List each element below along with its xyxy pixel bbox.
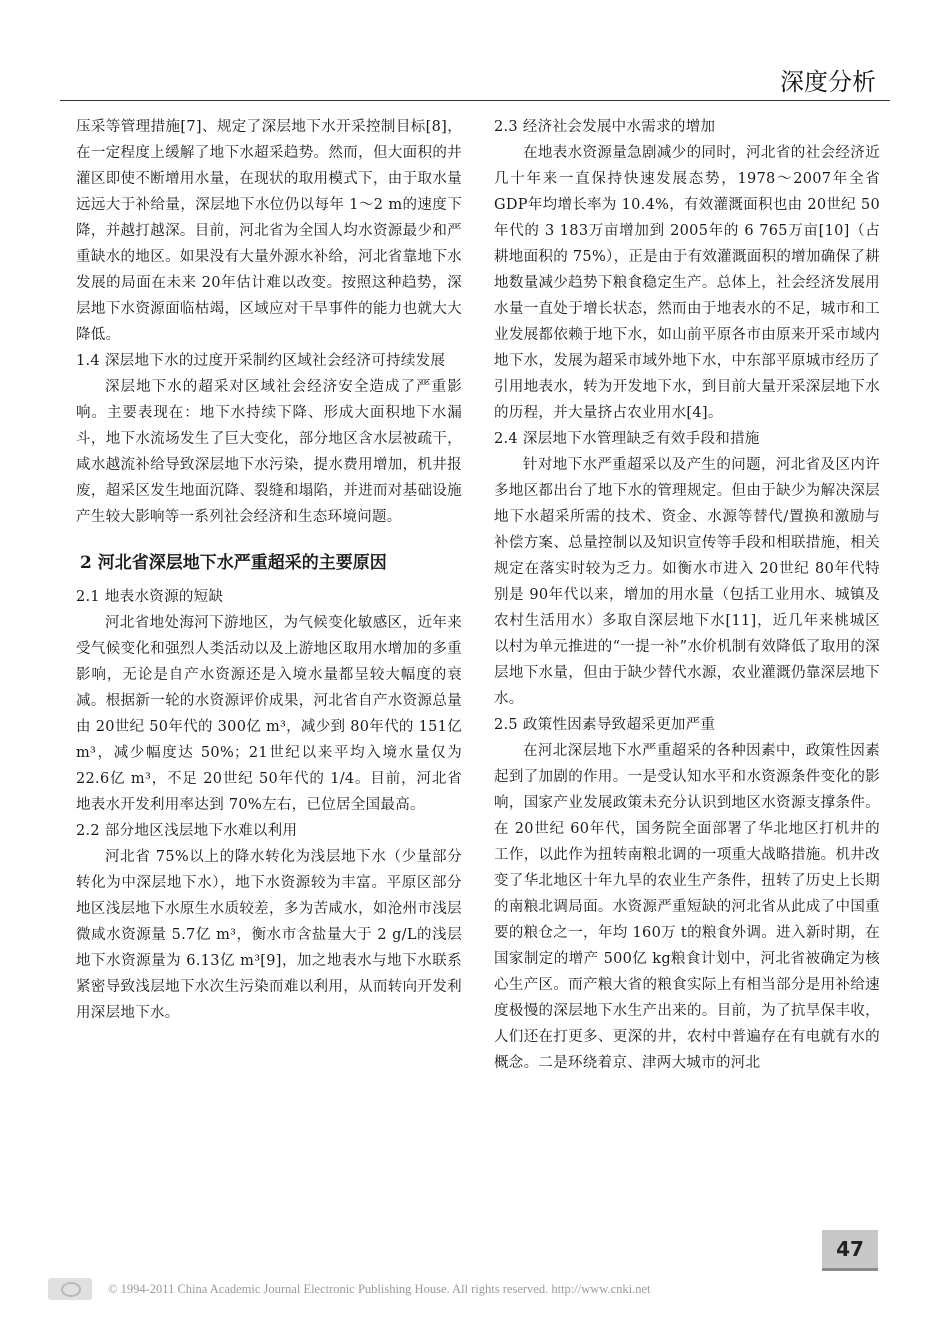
copyright-notice[interactable]: © 1994-2011 China Academic Journal Electronic Publishing House. All rights reserved. http://www.cnki.net — [108, 1282, 651, 1296]
subsection-heading: 2.5 政策性因素导致超采更加严重 — [494, 717, 716, 733]
paragraph: 压采等管理措施[7]、规定了深层地下水开采控制目标[8]，在一定程度上缓解了地下水超采趋势。然而，但大面积的井灌区即使不断增用水量，在现状的取用模式下，由于取水量远远大于补给量，深层地下水位仍以每年 1～2 m的速度下降，并越打越深。目前，河北省为全国人均水资源最少和严重缺水的地区。如果没有大量外源水补给，河北省靠地下水发展的局面在未来 20年估计难以改变。按照这种趋势，深层地下水资源面临枯竭，区域应对干旱事件的能力也就大大降低。 — [76, 119, 462, 343]
paragraph: 河北省地处海河下游地区，为气候变化敏感区，近年来受气候变化和强烈人类活动以及上游地区取用水增加的多重影响，无论是自产水资源还是入境水量都呈较大幅度的衰减。根据新一轮的水资源评价成果，河北省自产水资源总量由 20世纪 50年代的 300亿 m³，减少到 80年代的 151亿 m³，减少幅度达 50%；21世纪以来平均入境水量仅为 22.6亿 m³，不足 20世纪 50年代的 1/4。目前，河北省地表水开发利用率达到 70%左右，已位居全国最高。 — [76, 615, 462, 813]
page-number: 47 — [822, 1230, 878, 1271]
cnki-logo-icon — [48, 1278, 92, 1300]
subsection-heading: 2.3 经济社会发展中水需求的增加 — [494, 119, 716, 135]
paragraph: 在河北深层地下水严重超采的各种因素中，政策性因素起到了加剧的作用。一是受认知水平和水资源条件变化的影响，国家产业发展政策未充分认识到地区水资源支撑条件。在 20世纪 60年代，国务院全面部署了华北地区打机井的工作，以此作为扭转南粮北调的一项重大战略措施。机井改变了华北地区十年九旱的农业生产条件，扭转了历史上长期的南粮北调局面。水资源严重短缺的河北省从此成了中国重要的粮仓之一，年均 160万 t的粮食外调。进入新时期，在国家制定的增产 500亿 kg粮食计划中，河北省被确定为核心生产区。而产粮大省的粮食实际上有相当部分是用补给速度极慢的深层地下水生产出来的。目前，为了抗旱保丰收，人们还在打更多、更深的井，农村中普遍存在有电就有水的概念。二是环绕着京、津两大城市的河北 — [494, 743, 880, 1071]
subsection-heading: 1.4 深层地下水的过度开采制约区域社会经济可持续发展 — [76, 353, 446, 369]
footer — [0, 1276, 950, 1304]
header-rule — [60, 100, 890, 101]
section-heading: 2 河北省深层地下水严重超采的主要原因 — [80, 553, 387, 573]
left-column — [76, 114, 462, 1026]
paragraph: 河北省 75%以上的降水转化为浅层地下水（少量部分转化为中深层地下水），地下水资源较为丰富。平原区部分地区浅层地下水原生水质较差，多为苦咸水，如沧州市浅层微咸水资源量 5.7亿 m³，衡水市含盐量大于 2 g/L的浅层地下水资源量为 6.13亿 m³[9]，加之地表水与地下水联系紧密导致浅层地下水次生污染而难以利用，从而转向开发利用深层地下水。 — [76, 849, 462, 1021]
subsection-heading: 2.4 深层地下水管理缺乏有效手段和措施 — [494, 431, 760, 447]
section-title: 深度分析 — [780, 68, 876, 96]
paragraph: 深层地下水的超采对区域社会经济安全造成了严重影响。主要表现在：地下水持续下降、形成大面积地下水漏斗，地下水流场发生了巨大变化，部分地区含水层被疏干，咸水越流补给导致深层地下水污染，提水费用增加，机井报废，超采区发生地面沉降、裂缝和塌陷，并进而对基础设施产生较大影响等一系列社会经济和生态环境问题。 — [76, 379, 462, 525]
paragraph: 在地表水资源量急剧减少的同时，河北省的社会经济近几十年来一直保持快速发展态势，1978～2007年全省 GDP年均增长率为 10.4%，有效灌溉面积也由 20世纪 50年代的 3 183万亩增加到 2005年的 6 765万亩[10]（占耕地面积的 75%），正是由于有效灌溉面积的增加确保了耕地数量减少趋势下粮食稳定生产。总体上，社会经济发展用水量一直处于增长状态，然而由于地表水的不足，城市和工业发展都依赖于地下水，如山前平原各市由原来开采市域内地下水，发展为超采市域外地下水，中东部平原城市经历了引用地表水，转为开发地下水，到目前大量开采深层地下水的历程，并大量挤占农业用水[4]。 — [494, 145, 880, 421]
paragraph: 针对地下水严重超采以及产生的问题，河北省及区内许多地区都出台了地下水的管理规定。但由于缺少为解决深层地下水超采所需的技术、资金、水源等替代/置换和激励与补偿方案、总量控制以及知识宣传等手段和相联措施，相关规定在落实时较为乏力。如衡水市进入 20世纪 80年代特别是 90年代以来，增加的用水量（包括工业用水、城镇及农村生活用水）多取自深层地下水[11]，近几年来桃城区以村为单元推进的“一提一补”水价机制有效降低了取用的深层地下水量，但由于缺少替代水源，农业灌溉仍靠深层地下水。 — [494, 457, 880, 707]
subsection-heading: 2.1 地表水资源的短缺 — [76, 589, 224, 605]
subsection-heading: 2.2 部分地区浅层地下水难以利用 — [76, 823, 298, 839]
right-column — [494, 114, 880, 1076]
